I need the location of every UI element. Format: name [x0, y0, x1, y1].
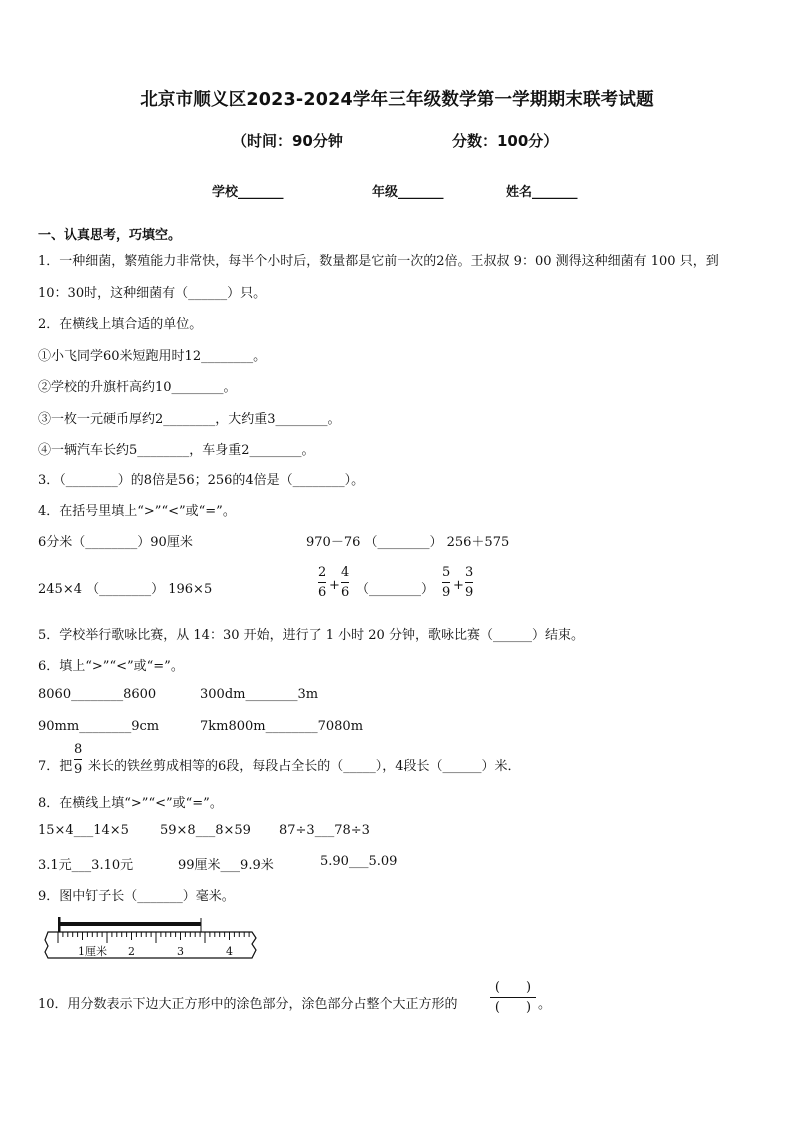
question-2-d: ④一辆汽车长约5________，车身重2________。	[38, 443, 315, 458]
answer-fraction: ( ) ( )	[490, 980, 536, 1015]
question-1-line-1: 1．一种细菌，繁殖能力非常快，每半个小时后，数量都是它前一次的2倍。王叔叔 9：00 测得这种细菌有 100 只，到	[38, 254, 719, 269]
question-6-c: 90mm________9cm	[38, 719, 160, 734]
plus-sign: +	[329, 578, 340, 593]
question-2-c: ③一枚一元硬币厚约2________，大约重3________。	[38, 412, 341, 427]
exam-time: （时间：90分钟	[232, 132, 343, 150]
question-4-b: 970－76 （________） 256＋575	[306, 535, 510, 550]
question-8-b: 59×8___8×59	[160, 823, 251, 838]
school-field: 学校_______	[212, 185, 284, 200]
question-7-post: 米长的铁丝剪成相等的6段，每段占全长的（_____），4段长（______）米．	[88, 759, 521, 774]
question-1-line-2: 10：30时，这种细菌有（______）只。	[38, 286, 267, 301]
question-6-stem: 6．填上“>”“<”或“=”。	[38, 659, 184, 674]
question-8-a: 15×4___14×5	[38, 823, 129, 838]
page-title: 北京市顺义区2023-2024学年三年级数学第一学期期末联考试题	[140, 90, 654, 110]
question-8-e: 99厘米___9.9米	[178, 858, 274, 873]
ruler-icon	[44, 916, 260, 964]
ruler-label: 1厘米	[78, 945, 107, 958]
question-3: 3．（________）的8倍是56；256的4倍是（________）。	[38, 473, 365, 488]
question-9-stem: 9．图中钉子长（_______）毫米。	[38, 889, 235, 904]
question-10-end: 。	[538, 997, 552, 1012]
question-6-d: 7km800m________7080m	[200, 719, 364, 734]
question-4-d-blank: （________）	[356, 582, 435, 597]
question-7-pre: 7．把	[38, 759, 73, 774]
plus-sign: +	[453, 578, 464, 593]
fraction: 4 6	[341, 565, 350, 600]
question-6-a: 8060________8600	[38, 687, 157, 702]
fraction: 3 9	[465, 565, 474, 600]
ruler-label: 2	[128, 945, 135, 958]
fraction: 5 9	[442, 565, 451, 600]
question-10-text: 10．用分数表示下边大正方形中的涂色部分，涂色部分占整个大正方形的	[38, 997, 458, 1012]
exam-score: 分数：100分）	[452, 132, 559, 150]
name-field: 姓名_______	[506, 185, 578, 200]
question-4-stem: 4．在括号里填上“>”“<”或“=”。	[38, 504, 236, 519]
ruler-label: 3	[177, 945, 184, 958]
grade-field: 年级_______	[372, 185, 444, 200]
question-8-stem: 8．在横线上填“>”“<”或“=”。	[38, 796, 223, 811]
fraction: 2 6	[318, 565, 327, 600]
ruler-figure	[44, 916, 260, 968]
section-heading: 一、认真思考，巧填空。	[38, 228, 182, 243]
question-4-c: 245×4 （________） 196×5	[38, 582, 213, 597]
question-2-stem: 2．在横线上填合适的单位。	[38, 317, 203, 332]
question-5: 5．学校举行歌咏比赛，从 14：30 开始，进行了 1 小时 20 分钟，歌咏比赛（______）结束。	[38, 628, 584, 643]
question-2-a: ①小飞同学60米短跑用时12________。	[38, 349, 267, 364]
ruler-label: 4	[226, 945, 233, 958]
question-8-c: 87÷3___78÷3	[279, 823, 370, 838]
question-6-b: 300dm________3m	[200, 687, 319, 702]
question-8-f: 5.90___5.09	[320, 854, 398, 869]
question-4-a: 6分米（________）90厘米	[38, 535, 193, 550]
fraction: 8 9	[74, 742, 83, 777]
question-2-b: ②学校的升旗杆高约10________。	[38, 380, 237, 395]
question-8-d: 3.1元___3.10元	[38, 858, 134, 873]
